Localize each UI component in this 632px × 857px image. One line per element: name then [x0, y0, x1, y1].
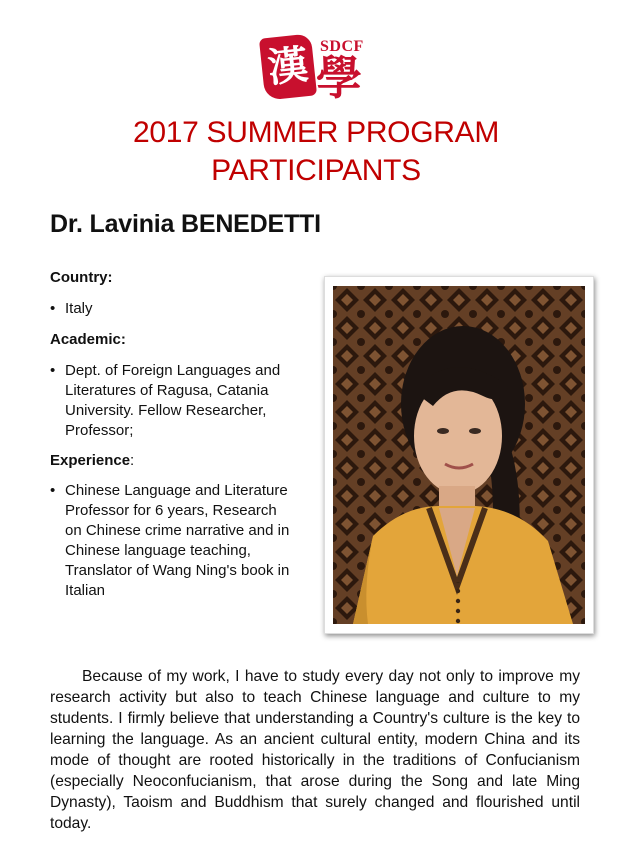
experience-heading: [50, 451, 290, 471]
country-list: [50, 299, 290, 319]
academic-heading: Academic:: [50, 331, 126, 348]
academic-item: • Dept. of Foreign Languages and Literatures of Ragusa, Catania University. Fellow Researcher, Professor;: [50, 361, 290, 441]
experience-list: [50, 481, 290, 601]
portrait-photo: [333, 286, 585, 624]
portrait-photo-frame: [324, 276, 594, 634]
page-title: [0, 114, 632, 190]
logo-text: SDCF: [320, 38, 364, 55]
country-heading: Country:: [50, 269, 113, 286]
title-line-1: 2017 SUMMER PROGRAM: [132, 116, 500, 149]
essay-paragraph: Because of my work, I have to study every day not only to improve my research activity but also to teach Chinese language and culture to my students. I firmly believe that understanding a Country's culture is the key to learning the language. As an ancient cultural entity, modern China and its mode of thought are rooted historically in the traditions of Confucianism (especially Neoconfucianism, that arose during the Song and late Ming Dynasty), Taoism and Buddhism that surely changed and flourished until today.: [50, 668, 580, 832]
experience-heading-colon: :: [130, 452, 135, 469]
logo-seal-han-character: 漢: [259, 33, 317, 100]
title-line-2: PARTICIPANTS: [211, 154, 421, 187]
experience-heading-label: Experience: [50, 452, 131, 469]
country-item: • Italy: [50, 299, 290, 319]
participant-name: Dr. Lavinia BENEDETTI: [50, 210, 321, 238]
profile-details: [50, 268, 290, 601]
experience-item: • Chinese Language and Literature Professor for 6 years, Research on Chinese crime narrative and in Chinese language teaching, Translator of Wang Ning's book in Italian: [50, 481, 290, 601]
logo-xue-character: 學: [316, 51, 362, 105]
sdcf-logo: [258, 30, 370, 104]
academic-list: [50, 361, 290, 441]
